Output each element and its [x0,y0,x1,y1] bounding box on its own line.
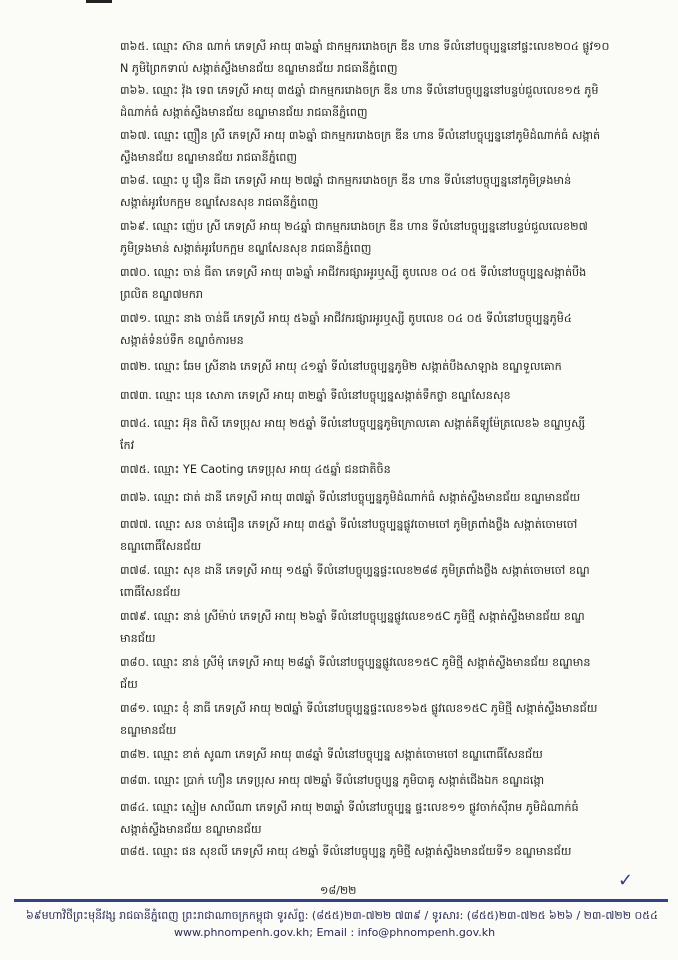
entry-text: ឈ្មោះ ផន សុខលី ភេទស្រី អាយុ ៤២ឆ្នាំ ទីលំនៅបច្ចុប្បន្ន ភូមិថ្មី សង្កាត់ស្ទឹងមានជ័យទី១ ខណ្ឌមានជ័យ [152,845,572,858]
list-item [120,385,648,407]
list-item [120,80,648,124]
list-item [120,413,648,457]
footer-divider [14,899,668,902]
entry-text: ឈ្មោះ ខាត់ សូណា ភេទស្រី អាយុ ៣៨ឆ្នាំ ទីលំនៅបច្ចុប្បន្ន សង្កាត់ចោមចៅ ខណ្ឌពោធិ៍សែនជ័យ [153,748,543,761]
footer-address: ៦៩មហាវិថីព្រះមុនីវង្ស រាជធានីភ្នំពេញ ព្រះរាជាណាចក្រកម្ពុជា ទូរស័ព្ទ: (៨៥៥)២៣-៧២២ ៧៣៩ / ទូរសារ: (៨៥៥)២៣-៧២៥ ៦២៦ / ២៣-៧២២ ០៥៤ [26,909,658,922]
entry-text: សង្កាត់ស្ទឹងមានជ័យ ខណ្ឌមានជ័យ [120,823,262,836]
entry-text: ឈ្មោះ ស្មៀម សាលីណា ភេទស្រី អាយុ ២៣ឆ្នាំ ទីលំនៅបច្ចុប្បន្ន ផ្ទះលេខ១១ ផ្លូវចាក់ស៊ីរាម ភូមិដំណាក់ធំ [152,801,579,814]
entry-number: ៣៧៧. [120,518,152,531]
entry-text: ឈ្មោះ អ៊ុន ពិសី ភេទប្រុស អាយុ ២៥ឆ្នាំ ទីលំនៅបច្ចុប្បន្នភូមិក្រោលគោ សង្កាត់គីឡូម៉ែត្រលេខ៦ ខណ្ឌឫស្សី [153,417,586,430]
entry-number: ៣៦៨. [120,174,149,187]
list-item [120,770,648,792]
entry-text: ឈ្មោះ នាង ចាន់ធី ភេទស្រី អាយុ ៥៦ឆ្នាំ អាជីវករផ្សារអូរឬស្សី តូបលេខ ០៤ ០៥ ទីលំនៅបច្ចុប្បន្នភូមិ៤ [154,312,572,325]
entry-number: ៣៧៥. [120,463,151,476]
entry-text: ឈ្មោះ YE Caoting ភេទប្រុស អាយុ ៤៥ឆ្នាំ ជនជាតិចិន [153,463,391,476]
entry-text: ឈ្មោះ ខុំ នាធី ភេទស្រី អាយុ ២៧ឆ្នាំ ទីលំនៅបច្ចុប្បន្នផ្ទះលេខ១៦៥ ផ្លូវលេខ១៥C ភូមិថ្មី សង្កាត់ស្ទឹងមានជ័យ [153,702,598,715]
entry-number: ៣៨០. [120,656,149,669]
entry-text: សង្កាត់អូរបែកក្អម ខណ្ឌសែនសុខ រាជធានីភ្នំពេញ [120,196,319,209]
entry-text: ឈ្មោះ នាន់ ស្រីមុំ ភេទស្រី អាយុ ២៨ឆ្នាំ ទីលំនៅបច្ចុប្បន្នផ្លូវលេខ១៥C ភូមិថ្មី សង្កាត់ស្ទឹងមានជ័យ ខណ្ឌមាន [152,656,591,669]
entry-text: ឈ្មោះ សន ចាន់ធឿន ភេទស្រី អាយុ ៣៥ឆ្នាំ ទីលំនៅបច្ចុប្បន្នផ្លូវចោមចៅ ភូមិត្រពាំងថ្លឹង សង្កាត់ចោមចៅ [155,518,578,531]
entry-text: ខណ្ឌមានជ័យ [120,724,177,737]
entry-number: ៣៦៩. [120,220,149,233]
entry-text: ឈ្មោះ ស៊ាន ណាក់ ភេទស្រី អាយុ ៣៦ឆ្នាំ ជាកម្មកររោងចក្រ ឌីន ហាន ទីលំនៅបច្ចុប្បន្ននៅផ្ទះលេខ២០៤ ផ្លូវ១០ [152,40,610,53]
entry-text: កែវ [120,439,135,452]
list-item [120,560,648,604]
entry-number: ៣៨១. [120,702,150,715]
entry-text: ឈ្មោះ ឃុន សោភា ភេទស្រី អាយុ ៣២ឆ្នាំ ទីលំនៅបច្ចុប្បន្នសង្កាត់ទឹកថ្លា ខណ្ឌសែនសុខ [155,389,511,402]
list-item [120,744,648,766]
entry-text: ឈ្មោះ បូ រឿន ធីដា ភេទស្រី អាយុ ២៧ឆ្នាំ ជាកម្មកររោងចក្រ ឌីន ហាន ទីលំនៅបច្ចុប្បន្ននៅភូមិទ្រងមាន់ [152,174,572,187]
list-item [120,459,648,481]
entry-number: ៣៧៨. [120,564,151,577]
entry-text: មានជ័យ [120,632,156,645]
entry-text: N ភូមិព្រៃកទាល់ សង្កាត់ស្ទឹងមានជ័យ ខណ្ឌមានជ័យ រាជធានីភ្នំពេញ [120,62,398,75]
list-item [120,487,648,509]
entry-text: សង្កាត់ទំនប់ទឹក ខណ្ឌចំការមន [120,334,244,347]
entry-text: ឈ្មោះ ញឿន ស្រី ភេទស្រី អាយុ ៣៦ឆ្នាំ ជាកម្មកររោងចក្រ ឌីន ហាន ទីលំនៅបច្ចុប្បន្ននៅភូមិដំណាក់ធំ សង្កាត់ [153,129,601,142]
list-item [120,36,648,80]
entry-number: ៣៧៤. [120,417,151,430]
top-edge-mark [86,0,112,3]
entry-text: ឈ្មោះ ចាន់ ធីតា ភេទស្រី អាយុ ៣៦ឆ្នាំ អាជីវករផ្សារអូរឬស្សី តូបលេខ ០៤ ០៥ ទីលំនៅបច្ចុប្បន្នសង្កាត់បឹង [153,266,587,279]
list-item [120,606,648,650]
entry-number: ៣៧៩. [120,610,151,623]
entry-number: ៣៧០. [120,266,151,279]
entry-number: ៣៧៦. [120,491,151,504]
list-item [120,262,648,306]
entry-number: ៣៧២. [120,360,151,373]
list-item [120,698,648,742]
entry-number: ៣៨៤. [120,801,149,814]
list-item [120,170,648,214]
list-item [120,125,648,169]
footer-contact: www.phnompenh.gov.kh; Email : info@phnompenh.gov.kh [174,926,496,939]
entry-number: ៣៦៦. [120,84,149,97]
list-item [120,216,648,260]
page-number: ១៨/២២ [320,884,357,897]
entry-text: ស្ទឹងមានជ័យ ខណ្ឌមានជ័យ រាជធានីភ្នំពេញ [120,151,298,164]
entry-text: ខណ្ឌពោធិ៍សែនជ័យ [120,540,202,553]
entry-number: ៣៨៥. [120,845,149,858]
entry-number: ៣៧១. [120,312,151,325]
entry-text: ឈ្មោះ វ៉ុង ទេព ភេទស្រី អាយុ ៣៥ឆ្នាំ ជាកម្មកររោងចក្រ ឌីន ហាន ទីលំនៅបច្ចុប្បន្ននៅបន្ទប់ជួលលេខ១៥ ភូមិ [152,84,599,97]
entry-number: ៣៦៧. [120,129,151,142]
entry-text: ឈ្មោះ នាន់ ស្រីម៉ាប់ ភេទស្រី អាយុ ២៦ឆ្នាំ ទីលំនៅបច្ចុប្បន្នផ្លូវលេខ១៥C ភូមិថ្មី សង្កាត់ស្ទឹងមានជ័យ ខណ្ឌ [153,610,585,623]
entry-text: ព្រលិត ខណ្ឌ៧មករា [120,288,203,301]
list-item [120,356,648,378]
entry-number: ៣៧៣. [120,389,152,402]
entry-text: ដំណាក់ធំ សង្កាត់ស្ទឹងមានជ័យ ខណ្ឌមានជ័យ រាជធានីភ្នំពេញ [120,106,368,119]
entry-text: ឈ្មោះ សុខ ដានី ភេទស្រី អាយុ ១៥ឆ្នាំ ទីលំនៅបច្ចុប្បន្នផ្ទះលេខ២៨៨ ភូមិត្រពាំងថ្លឹង សង្កាត់ចោមចៅ ខណ្ឌ [153,564,590,577]
checkmark-icon: ✓ [618,870,634,891]
entry-text: ជ័យ [120,678,138,691]
entry-number: ៣៦៥. [120,40,149,53]
entry-text: ឈ្មោះ ប្រាក់ ហឿន ភេទប្រុស អាយុ ៧២ឆ្នាំ ទីលំនៅបច្ចុប្បន្ន ភូមិបាគូ សង្កាត់ជើងឯក ខណ្ឌដង្កោ [154,774,545,787]
list-item [120,797,648,841]
list-item [120,841,648,863]
entry-number: ៣៨២. [120,748,150,761]
list-item [120,308,648,352]
entry-number: ៣៨៣. [120,774,151,787]
list-item [120,652,648,696]
entry-text: ឈ្មោះ ញ៉េប ស្រី ភេទស្រី អាយុ ២៤ឆ្នាំ ជាកម្មកររោងចក្រ ឌីន ហាន ទីលំនៅបច្ចុប្បន្ននៅបន្ទប់ជួលលេខ២៧ [152,220,588,233]
entry-text: ឈ្មោះ ឆែម ស្រីនាង ភេទស្រី អាយុ ៤១ឆ្នាំ ទីលំនៅបច្ចុប្បន្នភូមិ២ សង្កាត់បឹងសាឡាង ខណ្ឌទួលគោក [154,360,562,373]
entry-text: ភូមិទ្រងមាន់ សង្កាត់អូរបែកក្អម ខណ្ឌសែនសុខ រាជធានីភ្នំពេញ [120,242,372,255]
entry-text: ពោធិ៍សែនជ័យ [120,586,181,599]
list-item [120,514,648,558]
entry-text: ឈ្មោះ ជាត់ ដានី ភេទស្រី អាយុ ៣៧ឆ្នាំ ទីលំនៅបច្ចុប្បន្នភូមិដំណាក់ធំ សង្កាត់ស្ទឹងមានជ័យ ខណ្ឌមានជ័យ [153,491,581,504]
